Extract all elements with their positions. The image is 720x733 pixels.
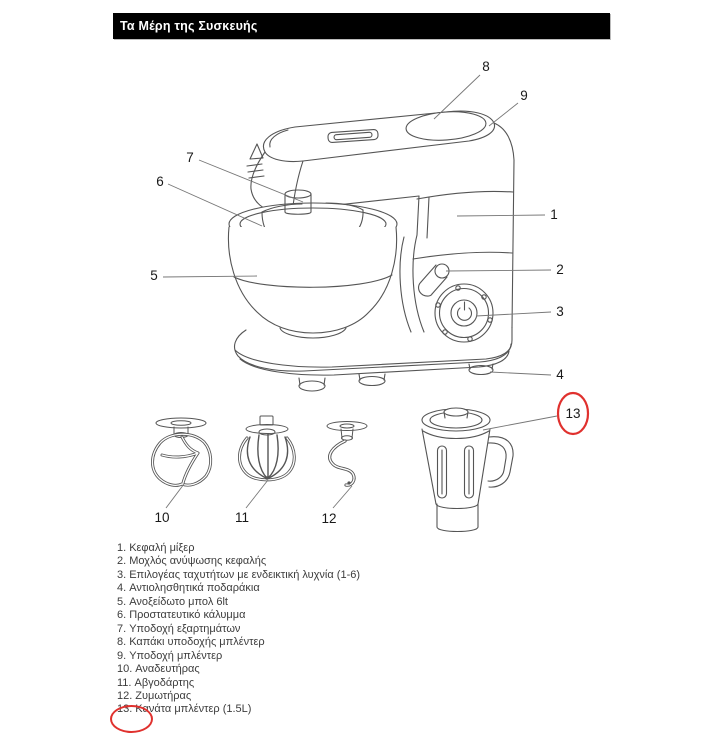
callout-8: 8 (482, 59, 490, 74)
list-item: 8. Καπάκι υποδοχής μπλέντερ (117, 636, 265, 649)
callout-6: 6 (156, 174, 164, 189)
list-item: 11. Αβγοδάρτης (117, 676, 195, 689)
callout-13: 13 (565, 406, 581, 421)
callout-3: 3 (556, 304, 564, 319)
warning-triangle-icon (250, 144, 263, 159)
page-title: Τα Μέρη της Συσκευής (120, 19, 258, 33)
list-item: 12. Ζυμωτήρας (117, 689, 192, 702)
callout-12: 12 (321, 511, 337, 526)
callout-4: 4 (556, 367, 564, 382)
list-item: 9. Υποδοχή μπλέντερ (117, 649, 223, 662)
parts-list (117, 542, 537, 717)
callout-2: 2 (556, 262, 564, 277)
mixer-drawing (228, 109, 514, 391)
list-item: 5. Ανοξείδωτο μπολ 6lt (117, 595, 228, 608)
callout-5: 5 (150, 268, 158, 283)
callout-10: 10 (154, 510, 170, 525)
list-item: 10. Αναδευτήρας (117, 663, 200, 676)
list-item: 3. Επιλογέας ταχυτήτων με ενδεικτική λυχνία (1-6) (117, 568, 361, 581)
callout-11: 11 (234, 510, 250, 525)
callout-9: 9 (520, 88, 528, 103)
callout-7: 7 (186, 150, 194, 165)
list-item: 13. Κανάτα μπλέντερ (1.5L) (117, 703, 252, 716)
dough-hook-drawing (327, 422, 367, 486)
list-item: 7. Υποδοχή εξαρτημάτων (117, 622, 241, 635)
list-item: 6. Προστατευτικό κάλυμμα (117, 609, 246, 622)
list-item: 2. Μοχλός ανύψωσης κεφαλής (117, 555, 267, 568)
list-item: 4. Αντιολησθητικά ποδαράκια (117, 582, 260, 595)
flat-beater-drawing (153, 418, 211, 485)
highlight-circle-list-13 (110, 705, 153, 733)
list-item: 1. Κεφαλή μίξερ (117, 542, 195, 554)
whisk-drawing (240, 416, 295, 480)
callout-1: 1 (550, 207, 558, 222)
